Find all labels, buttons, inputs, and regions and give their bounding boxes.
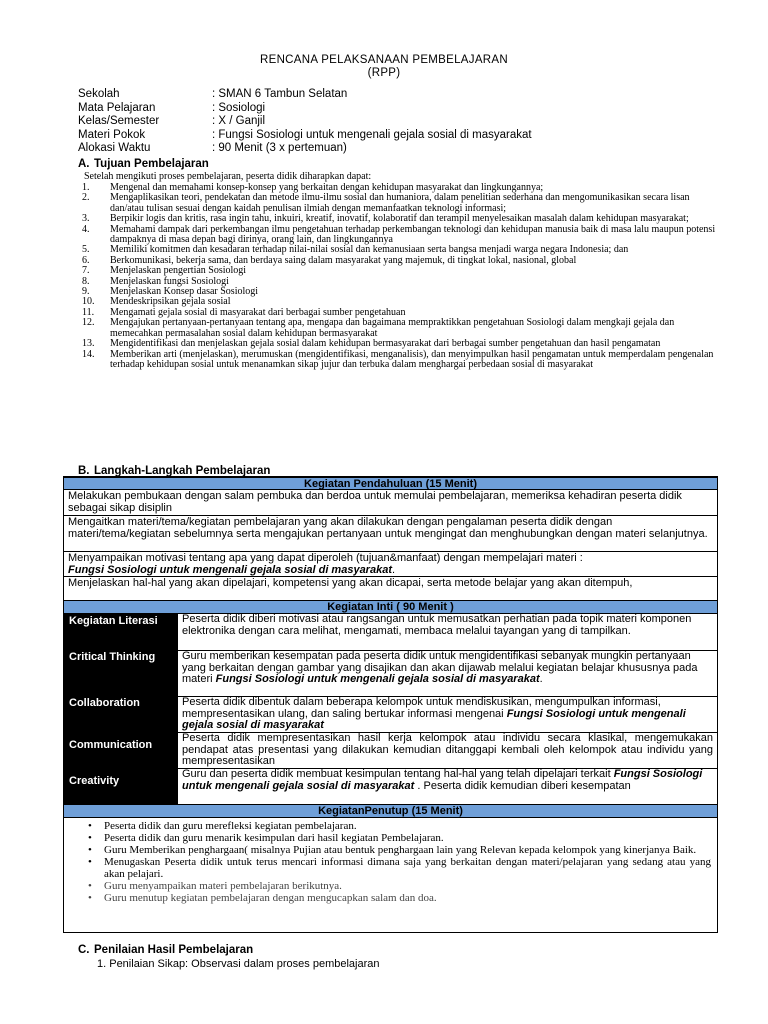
section-letter: C. <box>78 944 90 956</box>
objective-number: 1. <box>82 182 90 193</box>
topic-emphasis: Fungsi Sosiologi untuk mengenali gejala sosial di masyarakat <box>68 563 392 576</box>
objective-text: Berkomunikasi, bekerja sama, dan berdaya saing dalam masyarakat yang majemuk, di tingkat lokal, nasional, global <box>110 254 577 266</box>
skill-label-literasi: Kegiatan Literasi <box>69 615 158 627</box>
identity-row <box>78 115 532 129</box>
objective-item <box>82 225 718 246</box>
identity-label: Materi Pokok <box>78 128 146 141</box>
objective-number: 5. <box>82 244 90 256</box>
document-title: RENCANA PELAKSANAAN PEMBELAJARAN <box>260 54 508 66</box>
penutup-text: Guru Memberikan penghargaan( misalnya Pujian atau bentuk penghargaan lain yang Relevan kepada kelompok yang kinerjanya Baik. <box>104 844 697 856</box>
objective-text: Mengaplikasikan teori, pendekatan dan metode ilmu-ilmu sosial dan humaniora, dalam penelitian sederhana dan mengomunikasikan secara lisan dan/atau tulisan sesuai dengan kaidah penulisan ilmiah dengan memanfaatkan teknologi informasi; <box>110 192 690 214</box>
topic-emphasis: Fungsi Sosiologi untuk mengenali gejala sosial di masyarakat <box>182 768 703 792</box>
section-a-intro: Setelah mengikuti proses pembelajaran, peserta didik diharapkan dapat: <box>84 171 372 182</box>
topic-emphasis: Fungsi Sosiologi untuk mengenali gejala sosial di masyarakat <box>215 673 540 685</box>
pendahuluan-row-3 <box>64 552 717 577</box>
section-title: Tujuan Pembelajaran <box>94 158 209 170</box>
pendahuluan-row-2: Mengaitkan materi/tema/kegiatan pembelajaran yang akan dilakukan dengan pengalaman peserta didik dengan materi/tema/kegiatan sebelumnya serta mengajukan pertanyaan untuk mengingat dan menghubungkan dengan materi selanjutnya. <box>64 516 717 552</box>
document-subtitle: (RPP) <box>367 67 401 79</box>
identity-label: Sekolah <box>78 88 120 100</box>
objectives-list <box>82 183 718 370</box>
objective-item <box>82 193 718 214</box>
collab-body: Peserta didik dibentuk dalam beberapa kelompok untuk mendiskusikan, mengumpulkan informasi, mempresentasikan ulang, dan saling bertukar informasi mengenai <box>182 696 661 720</box>
motivation-text: Menyampaikan motivasi tentang apa yang dapat diperoleh (tujuan&manfaat) dengan mempelajari materi : <box>68 552 583 564</box>
activities-table <box>63 476 718 933</box>
objective-number: 14. <box>82 348 95 360</box>
communication-text: Peserta didik mempresentasikan hasil kerja kelompok atau individu secara klasikal, mengemukakan pendapat atas presentasi yang dilakukan kemudian ditanggapi kembali oleh kelompok atau individu yang mempresentasikan <box>178 733 717 769</box>
objective-item <box>82 350 718 371</box>
identity-row <box>78 129 532 143</box>
identity-row <box>78 102 532 116</box>
identity-label: Kelas/Semester <box>78 115 160 127</box>
objective-number: 12. <box>82 317 95 329</box>
identity-value: : Fungsi Sosiologi untuk mengenali gejala sosial di masyarakat <box>212 128 532 141</box>
inti-header: Kegiatan Inti ( 90 Menit ) <box>64 600 717 614</box>
creat-end: . Peserta didik kemudian diberi kesempatan <box>414 779 631 792</box>
objective-number: 7. <box>82 265 90 277</box>
topic-emphasis: Fungsi Sosiologi untuk mengenali gejala sosial di masyarakat <box>182 707 686 731</box>
critical-body: Guru memberikan kesempatan pada peserta didik untuk mengidentifikasi sebanyak mungkin pertanyaan yang berkaitan dengan gambar yang disajikan dan akan dijawab melalui kegiatan belajar khususnya pada materi <box>182 650 698 685</box>
penutup-list <box>64 820 717 904</box>
critical-thinking-text <box>178 651 717 697</box>
creativity-text <box>178 769 717 804</box>
objective-text: Mengidentifikasi dan menjelaskan gejala sosial dalam kehidupan bermasyarakat dari berbagai sumber pengetahuan dan hasil pengamatan <box>110 338 661 350</box>
penutup-item <box>64 820 717 832</box>
literasi-text: Peserta didik diberi motivasi atau rangsangan untuk memusatkan perhatian pada topik materi komponen elektronika dengan cara melihat, mengamati, membaca melalui tayangan yang di tampilkan. <box>178 614 717 651</box>
skill-label-communication: Communication <box>69 739 153 751</box>
penutup-item <box>64 856 717 880</box>
bullet-icon: • <box>88 832 92 844</box>
section-title: Penilaian Hasil Pembelajaran <box>94 944 254 956</box>
identity-label: Mata Pelajaran <box>78 101 156 114</box>
penutup-item <box>64 832 717 844</box>
objective-text: Mengamati gejala sosial di masyarakat dari berbagai sumber pengetahuan <box>110 306 406 318</box>
punctuation: . <box>539 673 543 685</box>
section-letter: A. <box>78 158 90 170</box>
objective-text: Mendeskripsikan gejala sosial <box>110 296 231 308</box>
penutup-text: Peserta didik dan guru merefleksi kegiatan pembelajaran. <box>104 820 357 832</box>
objective-number: 13. <box>82 338 95 350</box>
identity-value: : 90 Menit (3 x pertemuan) <box>212 142 347 154</box>
objective-number: 9. <box>82 286 90 298</box>
objective-text: Menjelaskan fungsi Sosiologi <box>110 275 229 287</box>
bullet-icon: • <box>88 856 92 868</box>
skill-label-critical-thinking: Critical Thinking <box>69 651 156 663</box>
section-letter: B. <box>78 465 90 477</box>
penutup-item <box>64 880 717 892</box>
pendahuluan-row-1: Melakukan pembukaan dengan salam pembuka dan berdoa untuk memulai pembelajaran, memeriksa kehadiran peserta didik sebagai sikap disiplin <box>64 490 717 516</box>
section-title: Langkah-Langkah Pembelajaran <box>94 465 271 477</box>
identity-value: : X / Ganjil <box>212 115 266 127</box>
bullet-icon: • <box>88 844 92 856</box>
objective-number: 4. <box>82 223 90 235</box>
objective-text: Berpikir logis dan kritis, rasa ingin tahu, inkuiri, kreatif, inovatif, kolaboratif dan terampil menyelesaikan masalah dalam kehidupan masyarakat; <box>110 213 689 225</box>
bullet-icon: • <box>88 880 92 892</box>
penutup-header: KegiatanPenutup (15 Menit) <box>64 804 717 818</box>
skill-label-collaboration: Collaboration <box>69 697 140 709</box>
pendahuluan-header: Kegiatan Pendahuluan (15 Menit) <box>64 477 717 490</box>
assessment-item: 1. Penilaian Sikap: Observasi dalam proses pembelajaran <box>97 958 380 970</box>
punctuation: . <box>391 563 396 576</box>
objective-text: Memahami dampak dari perkembangan ilmu pengetahuan terhadap perkembangan teknologi dan kehidupan manusia baik di masa lalu maupun potensi dampaknya di masa depan bagi dirinya, orang lain, dan lingkungannya <box>110 223 716 246</box>
penutup-item <box>64 844 717 856</box>
objective-item <box>82 339 718 349</box>
penutup-text: Guru menutup kegiatan pembelajaran dengan mengucapkan salam dan doa. <box>104 892 437 904</box>
identity-row <box>78 88 532 102</box>
bullet-icon: • <box>88 892 92 904</box>
section-c-heading <box>78 944 253 956</box>
section-a-heading <box>78 158 209 170</box>
objective-number: 8. <box>82 275 90 287</box>
identity-label: Alokasi Waktu <box>78 142 151 154</box>
identity-block <box>78 88 532 156</box>
penutup-item <box>64 892 717 904</box>
penutup-text: Guru menyampaikan materi pembelajaran berikutnya. <box>104 880 342 892</box>
objective-text: Mengajukan pertanyaan-pertanyaan tentang apa, mengapa dan bagaimana mempraktikkan pengetahuan Sosiologi dalam mengkaji gejala dan memecahkan permasalahan sosial dalam kehidupan bermasyarakat <box>110 317 675 339</box>
collaboration-text <box>178 697 717 733</box>
penutup-text: Peserta didik dan guru menarik kesimpulan dari hasil kegiatan Pembelajaran. <box>104 832 444 844</box>
skill-label-creativity: Creativity <box>69 775 120 787</box>
objective-text: Memberikan arti (menjelaskan), merumuskan (mengidentifikasi, menganalisis), dan menyimpulkan hasil pengamatan untuk memperdalam pengenalan terhadap kehidupan sosial untuk menanamkan sikap jujur dan terbuka dalam menghargai perbedaan sosial di masyarakat <box>110 348 714 370</box>
objective-number: 2. <box>82 192 90 204</box>
objective-number: 11. <box>82 306 95 318</box>
objective-number: 10. <box>82 296 95 308</box>
creat-body: Guru dan peserta didik membuat kesimpulan tentang hal-hal yang telah dipelajari terkait <box>182 768 614 780</box>
objective-text: Menjelaskan Konsep dasar Sosiologi <box>110 286 259 298</box>
objective-text: Menjelaskan pengertian Sosiologi <box>110 265 247 277</box>
objective-text: Memiliki komitmen dan kesadaran terhadap nilai-nilai sosial dan kemanusiaan serta bangsa menjadi warga negara Indonesia; dan <box>110 244 629 256</box>
pendahuluan-row-4: Menjelaskan hal-hal yang akan dipelajari, kompetensi yang akan dicapai, serta metode belajar yang akan ditempuh, <box>68 577 633 589</box>
identity-row <box>78 142 532 156</box>
objective-number: 3. <box>82 213 90 225</box>
bullet-icon: • <box>88 820 92 832</box>
objective-item <box>82 318 718 339</box>
identity-value: : Sosiologi <box>212 101 266 114</box>
objective-number: 6. <box>82 254 90 266</box>
penutup-text: Menugaskan Peserta didik untuk terus mencari informasi dimana saja yang berkaitan dengan materi/pelajaran yang sedang atau yang akan pelajari. <box>104 856 711 880</box>
identity-value: : SMAN 6 Tambun Selatan <box>212 88 348 100</box>
objective-text: Mengenal dan memahami konsep-konsep yang berkaitan dengan kehidupan masyarakat dan lingkungannya; <box>110 182 544 193</box>
